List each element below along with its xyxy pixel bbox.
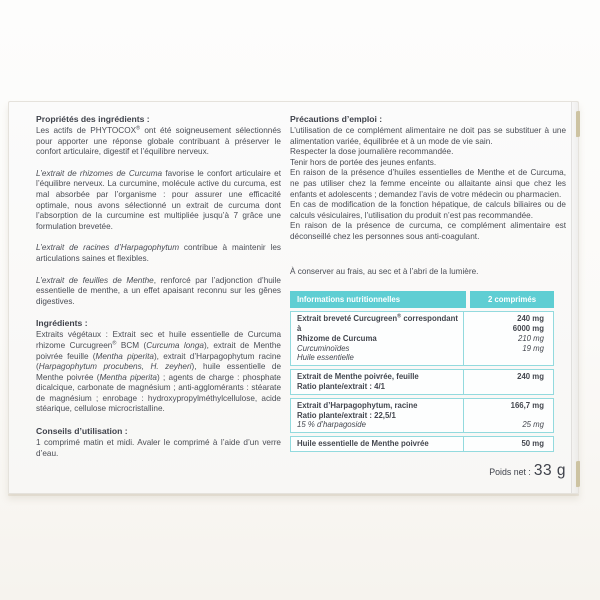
box-cut-notch-bottom [576, 461, 580, 487]
phytocox-text: Les actifs de PHYTOCOX [36, 126, 137, 135]
table-row-label: Ratio plante/extrait : 22,5/1 [297, 410, 396, 420]
harpagophytum-paragraph-rest: contribue à maintenir les articulations saines et flexibles. [36, 243, 281, 263]
precautions-block [290, 126, 566, 243]
table-row-value [466, 411, 544, 421]
precaution-line: L’utilisation de ce complément alimentaire ne doit pas se substituer à une alimentation variée, équilibrée et à un mode de vie sain. [290, 126, 566, 146]
latin-name-mentha-1: Mentha piperita [95, 351, 154, 361]
table-row-value: 210 mg [517, 333, 544, 343]
table-row-label: Ratio plante/extrait : 4/1 [297, 381, 385, 391]
curcuma-paragraph-rest: favorise le confort articulaire et l’équilibre nerveux. La curcumine, molécule active du curcuma, est mal absorbée par l’organisme : pour assurer une efficacité optimale, nous avons sélectionné un extrait de curcuma dont l’absorption de la curcumine est multipliée jusqu’à 7 grâce une formulation brevetée. [36, 168, 281, 231]
table-row-label: Extrait breveté Curcugreen® correspondant à [297, 313, 458, 333]
right-column [290, 114, 566, 480]
table-row-label: Extrait d’Harpagophytum, racine [297, 400, 418, 410]
net-weight-label: Poids net : [489, 466, 531, 477]
table-row-value: 240 mg [517, 314, 544, 324]
table-row-label: Curcuminoïdes [297, 343, 350, 353]
header-cell-comprimes: 2 comprimés [470, 291, 554, 308]
box-cut-notch-top [576, 111, 580, 137]
table-row-label: Huile essentielle [297, 353, 354, 363]
advice-heading: Conseils d’utilisation : [36, 426, 128, 437]
latin-name-curcuma: Curcuma longa [146, 340, 204, 350]
curcuma-paragraph [36, 169, 281, 233]
precaution-line: Respecter la dose journalière recommandée. [290, 147, 454, 157]
table-row-label: Extrait de Menthe poivrée, feuille [297, 372, 419, 382]
curcuma-extract-name: L’extrait de rhizomes de Curcuma [36, 168, 163, 178]
properties-paragraph-1 [36, 126, 281, 158]
table-row [290, 311, 554, 366]
table-row [290, 436, 554, 452]
nutrition-table-rows [290, 311, 554, 452]
harpagophytum-extract-name: L’extrait de racines d’Harpagophytum [36, 243, 180, 253]
net-weight-value: 33 g [533, 461, 566, 479]
precaution-line: En raison de la présence de curcuma, ce complément alimentaire est déconseillé chez les personnes sous anti-coagulant. [290, 221, 566, 241]
nutrition-table-header [290, 291, 554, 308]
table-row [290, 369, 554, 395]
table-row-label: Huile essentielle de Menthe poivrée [297, 439, 429, 449]
ingredients-heading: Ingrédients : [36, 318, 88, 329]
table-row-label: 15 % d’harpagoside [297, 420, 366, 430]
table-row-value: 6000 mg [512, 323, 544, 333]
advice-text: 1 comprimé matin et midi. Avaler le comprimé à l’aide d’un verre d’eau. [36, 438, 281, 458]
menthe-paragraph [36, 276, 281, 308]
properties-paragraph-1-rest: ont été soigneusement sélectionnés pour apporter une réponse globale contribuant à préserver le confort articulaire, digestif et l’équilibre nerveux. [36, 126, 281, 157]
box-side-shade [572, 102, 578, 493]
ingredients-f: ) ; agents de charge : phosphate dicalcique, carbonate de magnésium ; anti-agglomérants : stéarate de magnésium ; enrobage : hydroxypropylméthylcellulose, acide stéarique, cellulose microcristalline. [36, 372, 281, 414]
harpagophytum-paragraph [36, 243, 281, 264]
table-row-value: 50 mg [521, 439, 544, 449]
menthe-extract-name: L’extrait de feuilles de Menthe [36, 275, 154, 285]
table-row-value: 240 mg [517, 372, 544, 382]
latin-name-harpagophytum: Harpagophytum procubens, H. zeyheri [38, 362, 192, 372]
ingredients-b: BCM ( [116, 340, 147, 350]
precaution-line: En cas de modification de la fonction hépatique, de calculs biliaires ou de calculs vésiculaires, l’utilisation du produit n’est pas recommandée. [290, 200, 566, 220]
table-row-value: 166,7 mg [510, 400, 544, 410]
table-row-value: 19 mg [522, 343, 544, 353]
ingredients-a: Extraits végétaux : Extrait sec et huile essentielle de Curcuma rhizome Curcugreen [36, 330, 281, 350]
table-row-label: Rhizome de Curcuma [297, 333, 377, 343]
precaution-line: Tenir hors de portée des jeunes enfants. [290, 157, 437, 167]
precaution-line: En raison de la présence d’huiles essentielles de Menthe et de Curcuma, ne pas utiliser chez la femme enceinte ou allaitante ainsi que chez les enfants et adolescents ; demandez l’avis de votre médecin ou pharmacien. [290, 168, 566, 199]
precautions-heading: Précautions d’emploi : [290, 114, 383, 124]
ingredients-c: ), extrait de Menthe poivrée feuille ( [36, 340, 281, 361]
product-box-back-panel [8, 101, 579, 494]
table-row [290, 398, 554, 433]
properties-heading: Propriétés des ingrédients : [36, 114, 150, 124]
left-column [36, 114, 281, 459]
header-cell-informations: Informations nutritionnelles [290, 291, 466, 308]
ingredients-e: ), huile essentielle de Menthe poivrée ( [36, 362, 282, 382]
latin-name-mentha-2: Mentha piperita [99, 372, 157, 382]
table-row-value [466, 382, 544, 392]
registered-mark: ® [112, 340, 117, 347]
registered-mark: ® [136, 125, 141, 132]
menthe-paragraph-rest: , renforcé par l’adjonction d’huile essentielle de menthe, a un effet apaisant reconnu sur les gênes digestives. [36, 275, 281, 306]
storage-instructions: À conserver au frais, au sec et à l’abri de la lumière. [290, 266, 479, 276]
table-row-value: 25 mg [522, 420, 544, 430]
ingredients-d: ), extrait d’Harpagophytum racine ( [36, 351, 281, 372]
ingredients-paragraph [36, 330, 281, 415]
net-weight [290, 462, 566, 480]
nutrition-table [290, 291, 554, 452]
